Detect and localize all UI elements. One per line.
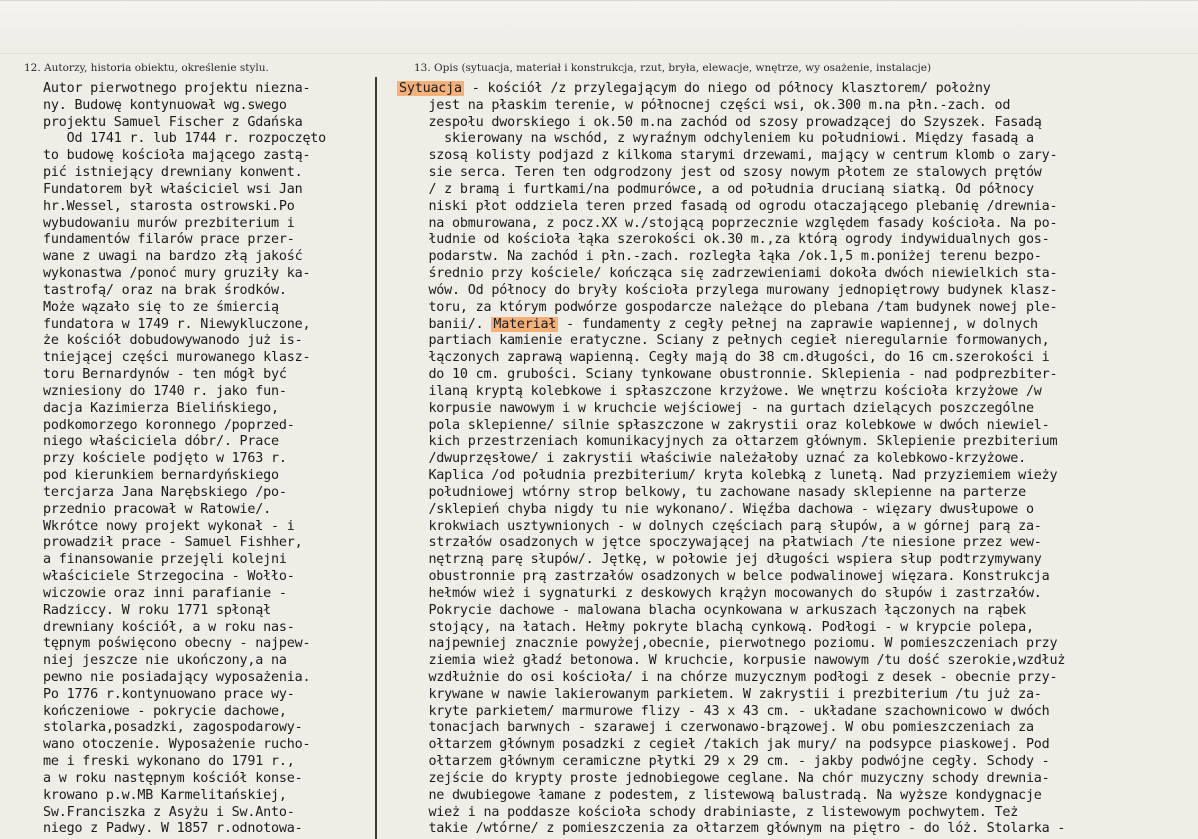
line-text: strzałów osadzonych w jętce spoczywającej na płatwiach /te niesione przez wew- xyxy=(397,535,1042,551)
text-line xyxy=(397,805,1198,822)
text-line: pod kierunkiem bernardyńskiego xyxy=(43,468,279,484)
text-line xyxy=(397,687,1198,704)
line-text: najpewniej znacznie powyżej,obecnie, pierwotnego poziomu. W pomieszczeniach przy xyxy=(397,636,1058,652)
text-line: Po 1776 r.kontynuowano prace wy- xyxy=(43,686,295,702)
line-text: Kaplica /od południa prezbiterium/ kryta kolebką z lunetą. Nad przyziemiem wieży xyxy=(397,468,1058,484)
line-text: zejście do krypty proste jednobiegowe ceglane. Na chór muzyczny schody drewnia- xyxy=(397,770,1050,786)
line-text: ne dwubiegowe łamane z podestem, z listewową balustradą. Na wyższe kondygnacje xyxy=(397,787,1042,803)
text-line: me i freski wykonano do 1791 r., xyxy=(43,754,295,770)
line-text: obustronnie prą zastrzałów osadzonych w belce podwalinowej więzara. Konstrukcja xyxy=(397,569,1050,585)
text-line xyxy=(397,216,1198,233)
text-line xyxy=(397,653,1198,670)
text-line xyxy=(397,636,1198,653)
text-line: stolarka,posadzki, zagospodarowy- xyxy=(43,720,303,736)
text-line: Może wązało się to ze śmiercią xyxy=(43,299,279,315)
text-line: toru Bernardynów - ten mógł być xyxy=(43,367,287,383)
text-line xyxy=(397,788,1198,805)
text-line: Od 1741 r. lub 1744 r. rozpoczęto xyxy=(43,131,327,147)
line-text: - kościół /z przylegającym do niego od północy klasztorem/ położny xyxy=(463,81,991,96)
line-text: korpusie nawowym i w kruchcie wejściowej - na gurtach dzielących poszczególne xyxy=(397,400,1034,416)
text-line: pić istniejący drewniany konwent. xyxy=(43,165,303,181)
line-text: ołtarzem głównym ceramiczne płytki 29 x 29 cm. - jakby podwójne cegły. Schody - xyxy=(397,754,1050,770)
text-line: przy kościele podjęto w 1763 r. xyxy=(43,451,287,467)
text-line xyxy=(397,98,1198,115)
text-line: Autor pierwotnego projektu niezna- xyxy=(43,81,311,96)
text-line: Radziccy. W roku 1771 spłonął xyxy=(43,602,271,618)
text-line xyxy=(397,232,1198,249)
text-line xyxy=(397,468,1198,485)
line-text: Pokrycie dachowe - malowana blacha ocynkowana w arkuszach łączonych na rąbek xyxy=(397,602,1026,618)
line-text: na obmurowana, z pocz.XX w./stojącą poprzecznie względem fasady kościoła. Na po- xyxy=(397,215,1058,231)
line-text: jest na płaskim terenie, w północnej części wsi, ok.300 m.na płn.-zach. od xyxy=(397,97,1011,113)
text-line: a w roku następnym kościół konse- xyxy=(43,770,303,786)
text-line xyxy=(397,165,1198,182)
section-12-header: 12. Autorzy, historia obiektu, określenie stylu. xyxy=(24,62,269,74)
text-line: niego właściciela dóbr/. Prace xyxy=(43,434,279,450)
text-line: tępnym poświęcono obecny - najpew- xyxy=(43,636,311,652)
text-line: niej jeszcze nie ukończony,a na xyxy=(43,653,287,669)
text-line: fundamentów filarów prace przer- xyxy=(43,232,295,248)
text-line: to budowę kościoła mającego zastą- xyxy=(43,148,311,164)
text-line xyxy=(397,148,1198,165)
text-line xyxy=(397,535,1198,552)
line-text: / z bramą i furtkami/na podmurówce, a od południa drucianą siatką. Od północy xyxy=(397,181,1034,197)
text-line: fundatora w 1749 r. Niewykluczone, xyxy=(43,316,311,332)
line-text: - fundamenty z cegły pełnej na zaprawie wapiennej, w dolnych xyxy=(558,316,1038,332)
line-text: toru, za którym podwórze gospodarcze należące do plebana /tam budynek nowej ple- xyxy=(397,299,1058,315)
line-text: niski płot oddziela teren przed fasadą od ogrodu otaczającego plebanię /drewnia- xyxy=(397,198,1058,214)
line-text: ziemia wież gładź betonowa. W kruchcie, korpusie nawowym /tu dość szerokie,wzdłuż xyxy=(397,653,1066,669)
description-column xyxy=(397,81,1198,838)
line-text: /dwuprzęsłowe/ i zakrystii właściwie należałoby uznać za kolebkowo-krzyżowe. xyxy=(397,451,1026,467)
text-line xyxy=(397,552,1198,569)
blank-top-margin xyxy=(0,1,1198,54)
line-text: do 10 cm. grubości. Sciany tynkowane obustronnie. Sklepienia - nad podprezbiter- xyxy=(397,367,1058,383)
text-line xyxy=(397,737,1198,754)
line-text: skierowany na wschód, z wyraźnym odchyleniem ku południowi. Między fasadą a xyxy=(397,131,1034,147)
text-line xyxy=(397,283,1198,300)
line-text: pola sklepienne/ silnie spłaszczone w zakrystii oraz kolebkowe w dwóch niewiel- xyxy=(397,417,1050,433)
text-line xyxy=(397,603,1198,620)
line-text: wów. Od północy do bryły kościoła przylega murowany jednopiętrowy budynek klasz- xyxy=(397,282,1058,298)
text-line: właściciele Strzegocina - Wołło- xyxy=(43,569,295,585)
line-text: szosą kolisty podjazd z kilkoma starymi drzewami, mający w centrum klomb o zary- xyxy=(397,148,1058,164)
text-line xyxy=(397,519,1198,536)
text-line xyxy=(397,266,1198,283)
text-line xyxy=(397,115,1198,132)
line-text: średnio przy kościele/ kończąca się zadrzewieniami dokoła dwóch niewielkich sta- xyxy=(397,266,1058,282)
text-line: wiczowie oraz inni parafianie - xyxy=(43,585,287,601)
text-line: pewno nie posiadający wyposażenia. xyxy=(43,669,311,685)
section-13-header: 13. Opis (sytuacja, materiał i konstrukcja, rzut, bryła, elewacje, wnętrze, wy osażenie, instalacje) xyxy=(414,62,932,74)
text-line xyxy=(397,401,1198,418)
text-line xyxy=(397,384,1198,401)
text-line xyxy=(397,620,1198,637)
text-line: tastrofą/ oraz na brak środków. xyxy=(43,282,287,298)
column-divider xyxy=(375,77,377,839)
text-line: Sw.Franciszka z Asyżu i Sw.Anto- xyxy=(43,804,295,820)
line-text: banii/. xyxy=(397,316,492,332)
line-text: wzdłużnie do osi kościoła/ i na chórze muzycznym podłogi z desek - obecnie przy- xyxy=(397,669,1058,685)
line-text: łączonych zaprawą wapienną. Cegły mają do 38 cm.długości, do 16 cm.szerokości i xyxy=(397,350,1050,366)
text-line xyxy=(397,451,1198,468)
line-text: ołtarzem głównym posadzki z cegieł /takich jak mury/ na podsypce piaskowej. Pod xyxy=(397,737,1050,753)
text-line xyxy=(397,182,1198,199)
text-line: projektu Samuel Fischer z Gdańska xyxy=(43,114,303,130)
text-line xyxy=(397,502,1198,519)
line-text: tonacjach barwnych - szarawej i czerwonawo-brązowej. W obu pomieszczeniach za xyxy=(397,720,1034,736)
history-column xyxy=(43,81,373,838)
text-line xyxy=(397,485,1198,502)
text-line: tniejącej części murowanego klasz- xyxy=(43,350,311,366)
text-line xyxy=(397,754,1198,771)
text-line xyxy=(397,670,1198,687)
highlighted-keyword: Sytuacja xyxy=(399,81,462,96)
text-line: wano otoczenie. Wyposażenie rucho- xyxy=(43,737,311,753)
line-text: /sklepień chyba nigdy tu nie wykonano/. Więźba dachowa - więzary dwusłupowe o xyxy=(397,501,1034,517)
text-line: a finansowanie przejęli kolejni xyxy=(43,552,287,568)
line-text: krokwiach usztywnionych - w dolnych częściach parą słupów, a w górnej parą za- xyxy=(397,518,1042,534)
text-line: hr.Wessel, starosta ostrowski.Po xyxy=(43,198,295,214)
text-line: kończeniowe - pokrycie dachowe, xyxy=(43,703,287,719)
text-line xyxy=(397,81,1198,98)
text-line: przednio pracował w Ratowie/. xyxy=(43,501,271,517)
text-line: Fundatorem był właściciel wsi Jan xyxy=(43,181,303,197)
text-line: prowadził prace - Samuel Fishher, xyxy=(43,535,303,551)
line-text: stojący, na łatach. Hełmy pokryte blachą cynkową. Podłogi - w krypcie polepa, xyxy=(397,619,1034,635)
text-line xyxy=(397,821,1198,838)
text-line: tercjarza Jana Narębskiego /po- xyxy=(43,484,287,500)
text-line: drewniany kościół, a w roku nas- xyxy=(43,619,295,635)
text-line xyxy=(397,434,1198,451)
line-text: łudnie od kościoła łąka szerokości ok.30 m.,za którą ogrody indywidualnych gos- xyxy=(397,232,1050,248)
line-text: hełmów wież i sygnaturki z deskowych krążyn mocowanych do słupów i zastrzałów. xyxy=(397,585,1042,601)
text-line xyxy=(397,317,1198,334)
text-line xyxy=(397,199,1198,216)
line-text: południowej wtórny strop belkowy, tu zachowane nasady sklepienne na parterze xyxy=(397,484,1026,500)
text-line xyxy=(397,586,1198,603)
line-text: kich przestrzeniach komunikacyjnych za ołtarzem głównym. Sklepienie prezbiterium xyxy=(397,434,1058,450)
text-line: że kościół dobudowywanodo już is- xyxy=(43,333,303,349)
text-line xyxy=(397,418,1198,435)
text-line: wzniesiony do 1740 r. jako fun- xyxy=(43,383,287,399)
line-text: podarstw. Na zachód i płn.-zach. rozległa łąka /ok.1,5 m.poniżej terenu bezpo- xyxy=(397,249,1042,265)
text-line: dacja Kazimierza Bielińskiego, xyxy=(43,400,279,416)
text-line: wane z uwagi na bardzo złą jakość xyxy=(43,249,303,265)
text-line xyxy=(397,131,1198,148)
text-line xyxy=(397,249,1198,266)
text-line: podkomorzego koronnego /poprzed- xyxy=(43,417,295,433)
text-line xyxy=(397,333,1198,350)
text-line xyxy=(397,771,1198,788)
text-line: ny. Budowę kontynuował wg.swego xyxy=(43,97,287,113)
text-line xyxy=(397,367,1198,384)
text-line: wybudowaniu murów prezbiterium i xyxy=(43,215,295,231)
line-text: kryte parkietem/ marmurowe flizy - 43 x 43 cm. - układane szachownicowo w dwóch xyxy=(397,703,1050,719)
text-line xyxy=(397,300,1198,317)
text-line: krowano p.w.MB Karmelitańskiej, xyxy=(43,787,287,803)
text-line xyxy=(397,704,1198,721)
text-line xyxy=(397,350,1198,367)
line-text: sie serca. Teren ten odgrodzony jest od szosy nowym płotem ze stalowych prętów xyxy=(397,165,1042,181)
text-line xyxy=(397,720,1198,737)
text-line: Wkrótce nowy projekt wykonał - i xyxy=(43,518,295,534)
line-text: zespołu dworskiego i ok.50 m.na zachód od szosy prowadzącej do Szyszek. Fasadą xyxy=(397,114,1042,130)
highlighted-keyword: Materiał xyxy=(493,316,557,332)
line-text: ilaną kryptą kolebkowe i spłaszczone krzyżowe. We wnętrzu kościoła krzyżowe /w xyxy=(397,383,1042,399)
line-text: partiach kamienie eratyczne. Sciany z pełnych cegieł nieregularnie formowanych, xyxy=(397,333,1050,349)
text-line: niego z Padwy. W 1857 r.odnotowa- xyxy=(43,821,303,837)
text-line: wykonastwa /ponoć mury gruziły ka- xyxy=(43,266,311,282)
text-line xyxy=(397,569,1198,586)
line-text: wież i na poddasze kościoła schody drabiniaste, z listewowym pochwytem. Też xyxy=(397,804,1019,820)
line-text: krywane w nawie lakierowanym parkietem. W zakrystii i prezbiterium /tu już za- xyxy=(397,686,1042,702)
line-text: takie /wtórne/ z pomieszczenia za ołtarzem głównym na piętro - do lóż. Stolarka - xyxy=(397,821,1066,837)
line-text: nętrzną parę słupów/. Jętkę, w połowie jej długości wspiera słup podtrzymywany xyxy=(397,552,1042,568)
